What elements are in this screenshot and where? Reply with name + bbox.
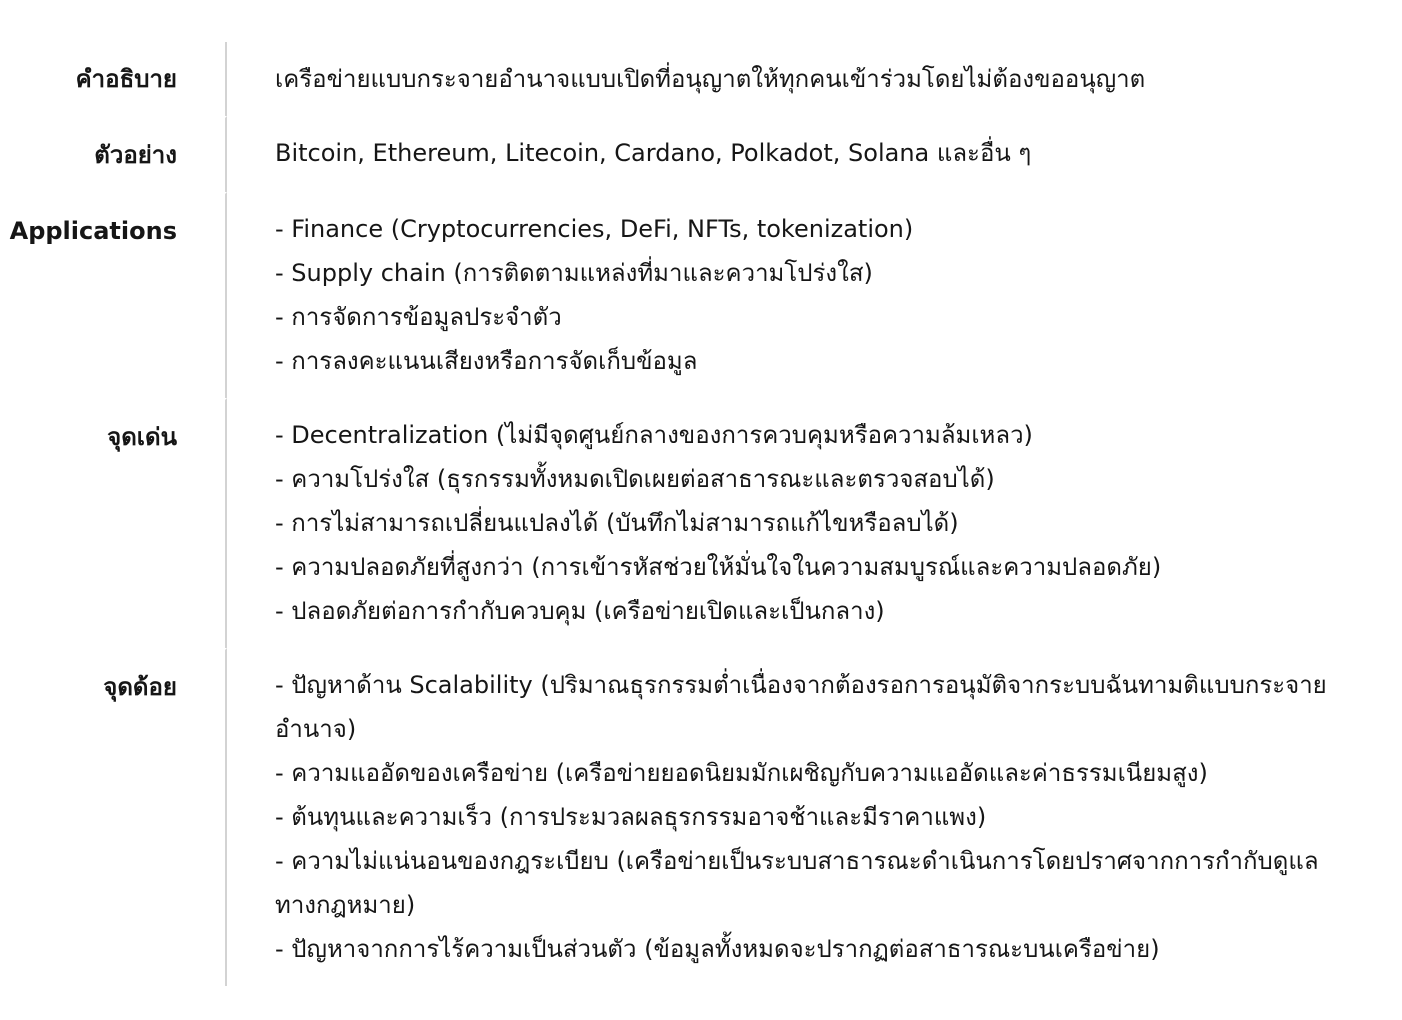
row-content	[227, 648, 1402, 986]
row-content	[227, 116, 1402, 192]
list-item: - ปัญหาด้าน Scalability (ปริมาณธุรกรรมต่ำเนื่องจากต้องรอการอนุมัติจากระบบฉันทามติแบบกระจายอำนาจ)	[275, 671, 1327, 743]
row-label: Applications	[0, 192, 227, 398]
list-item: - การไม่สามารถเปลี่ยนแปลงได้ (บันทึกไม่สามารถแก้ไขหรือลบได้)	[275, 509, 959, 537]
list-item: - การจัดการข้อมูลประจำตัว	[275, 303, 562, 331]
list-item: - ต้นทุนและความเร็ว (การประมวลผลธุรกรรมอาจช้าและมีราคาแพง)	[275, 803, 987, 831]
row-label: จุดเด่น	[0, 398, 227, 648]
row-label: คำอธิบาย	[0, 42, 227, 116]
row-disadvantages	[0, 648, 1402, 986]
row-description	[0, 42, 1402, 116]
row-content	[227, 42, 1402, 116]
list-item: - ปลอดภัยต่อการกำกับควบคุม (เครือข่ายเปิดและเป็นกลาง)	[275, 597, 885, 625]
row-label: จุดด้อย	[0, 648, 227, 986]
content-line: เครือข่ายแบบกระจายอำนาจแบบเปิดที่อนุญาตให้ทุกคนเข้าร่วมโดยไม่ต้องขออนุญาต	[275, 65, 1146, 93]
list-item: - Supply chain (การติดตามแหล่งที่มาและความโปร่งใส)	[275, 259, 873, 287]
row-examples	[0, 116, 1402, 192]
content-line: Bitcoin, Ethereum, Litecoin, Cardano, Polkadot, Solana และอื่น ๆ	[275, 139, 1032, 167]
row-advantages	[0, 398, 1402, 648]
list-item: - ความปลอดภัยที่สูงกว่า (การเข้ารหัสช่วยให้มั่นใจในความสมบูรณ์และความปลอดภัย)	[275, 553, 1162, 581]
row-content	[227, 398, 1402, 648]
comparison-table	[0, 42, 1402, 986]
list-item: - ปัญหาจากการไร้ความเป็นส่วนตัว (ข้อมูลทั้งหมดจะปรากฏต่อสาธารณะบนเครือข่าย)	[275, 935, 1160, 963]
list-item: - ความโปร่งใส (ธุรกรรมทั้งหมดเปิดเผยต่อสาธารณะและตรวจสอบได้)	[275, 465, 995, 493]
list-item: - การลงคะแนนเสียงหรือการจัดเก็บข้อมูล	[275, 347, 698, 375]
row-content	[227, 192, 1402, 398]
list-item: - Decentralization (ไม่มีจุดศูนย์กลางของการควบคุมหรือความล้มเหลว)	[275, 421, 1033, 449]
row-label: ตัวอย่าง	[0, 116, 227, 192]
list-item: - Finance (Cryptocurrencies, DeFi, NFTs, tokenization)	[275, 215, 914, 243]
list-item: - ความไม่แน่นอนของกฎระเบียบ (เครือข่ายเป็นระบบสาธารณะดำเนินการโดยปราศจากการกำกับดูแลทางกฎหมาย)	[275, 847, 1319, 919]
row-applications	[0, 192, 1402, 398]
list-item: - ความแออัดของเครือข่าย (เครือข่ายยอดนิยมมักเผชิญกับความแออัดและค่าธรรมเนียมสูง)	[275, 759, 1208, 787]
